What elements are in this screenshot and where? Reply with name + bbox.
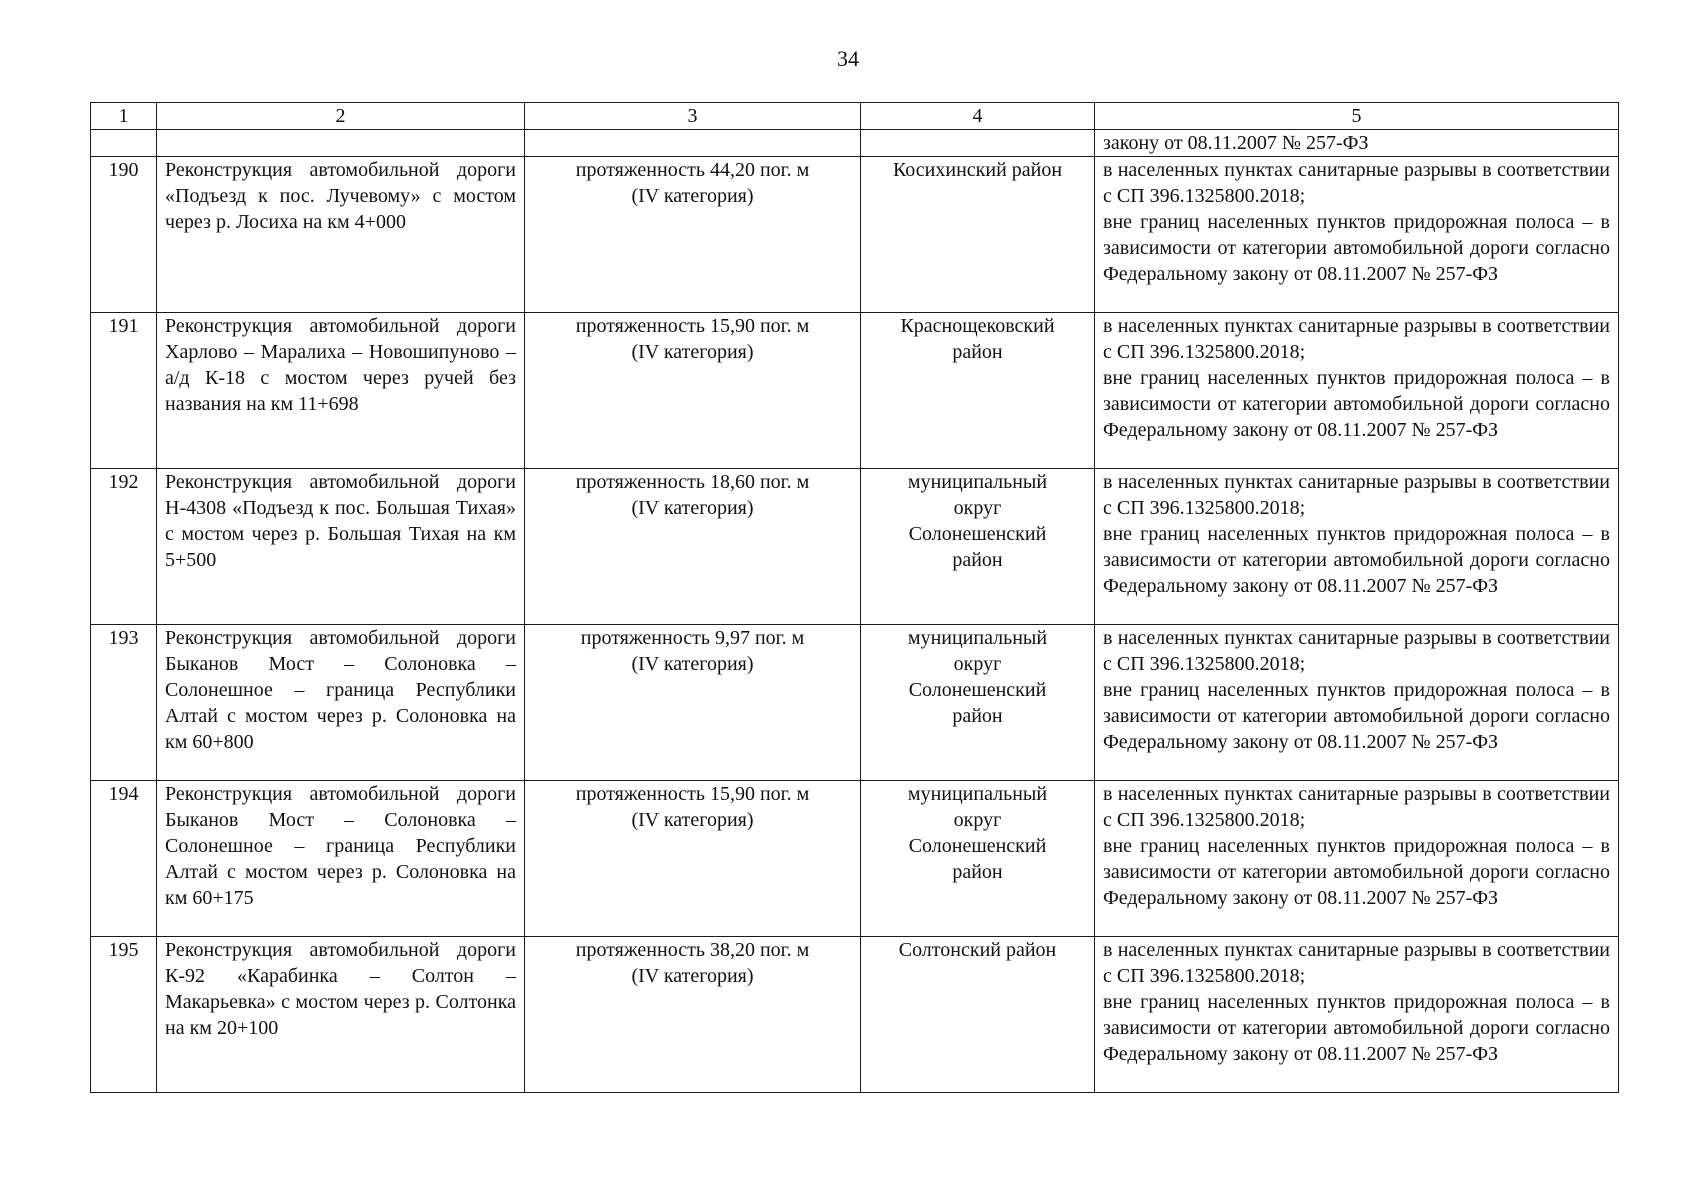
district-line: Косихинский район: [892, 159, 1063, 181]
zone-in-settlements-text: в населенных пунктах санитарные разрывы в соответствии с СП 396.1325800.2018;: [1103, 627, 1610, 675]
length-text: протяженность 18,60 пог. м: [575, 471, 810, 493]
zone-in-settlements-text: в населенных пунктах санитарные разрывы в соответствии с СП 396.1325800.2018;: [1103, 471, 1610, 519]
district-cell: [861, 937, 1095, 1093]
district-line: округ: [953, 809, 1002, 831]
zone-in-settlements-text: в населенных пунктах санитарные разрывы в соответствии с СП 396.1325800.2018;: [1103, 315, 1610, 363]
district-line: округ: [953, 497, 1002, 519]
row-number: 193: [91, 625, 157, 781]
row-number: 190: [91, 157, 157, 313]
length-text: протяженность 9,97 пог. м: [580, 627, 805, 649]
characteristics-cell: [525, 313, 861, 469]
zone-in-settlements-text: в населенных пунктах санитарные разрывы в соответствии с СП 396.1325800.2018;: [1103, 159, 1610, 207]
zone-in-settlements-text: в населенных пунктах санитарные разрывы в соответствии с СП 396.1325800.2018;: [1103, 783, 1610, 831]
continuation-cell-4: [861, 130, 1095, 157]
object-name-cell: Реконструкция автомобильной дороги Харлово – Маралиха – Новошипуново – а/д К-18 с мостом через ручей без названия на км 11+698: [157, 313, 525, 469]
object-name-cell: Реконструкция автомобильной дороги «Подъезд к пос. Лучевому» с мостом через р. Лосиха на км 4+000: [157, 157, 525, 313]
object-name-cell: Реконструкция автомобильной дороги К-92 «Карабинка – Солтон – Макарьевка» с мостом через р. Солтонка на км 20+100: [157, 937, 525, 1093]
header-col-3: 3: [525, 103, 861, 130]
header-col-4: 4: [861, 103, 1095, 130]
zone-cell: [1095, 937, 1619, 1093]
district-line: муниципальный: [907, 783, 1048, 805]
district-cell: [861, 313, 1095, 469]
category-text: (IV категория): [631, 965, 754, 987]
zone-outside-settlements-text: вне границ населенных пунктов придорожная полоса – в зависимости от категории автомобильной дороги согласно Федеральному закону от 08.11.2007 № 257-ФЗ: [1103, 679, 1610, 753]
district-line: Солтонский район: [898, 939, 1057, 961]
object-name-cell: Реконструкция автомобильной дороги Быканов Мост – Солоновка – Солонешное – граница Республики Алтай с мостом через р. Солоновка на км 60+800: [157, 625, 525, 781]
page-number: 34: [837, 46, 859, 71]
category-text: (IV категория): [631, 341, 754, 363]
district-line: район: [952, 705, 1003, 727]
district-line: Солонешенский: [908, 523, 1047, 545]
zone-cell: [1095, 313, 1619, 469]
district-line: округ: [953, 653, 1002, 675]
table-row: [91, 313, 1619, 469]
district-line: муниципальный: [907, 471, 1048, 493]
zone-cell: [1095, 469, 1619, 625]
continuation-cell-3: [525, 130, 861, 157]
continuation-row: [91, 130, 1619, 157]
continuation-cell-5: закону от 08.11.2007 № 257-ФЗ: [1095, 130, 1619, 157]
district-cell: [861, 781, 1095, 937]
category-text: (IV категория): [631, 809, 754, 831]
district-line: Солонешенский: [908, 835, 1047, 857]
zone-outside-settlements-text: вне границ населенных пунктов придорожная полоса – в зависимости от категории автомобильной дороги согласно Федеральному закону от 08.11.2007 № 257-ФЗ: [1103, 367, 1610, 441]
district-cell: [861, 157, 1095, 313]
header-col-5: 5: [1095, 103, 1619, 130]
table-row: [91, 157, 1619, 313]
district-line: Краснощековский: [900, 315, 1055, 337]
category-text: (IV категория): [631, 497, 754, 519]
characteristics-cell: [525, 157, 861, 313]
zone-outside-settlements-text: вне границ населенных пунктов придорожная полоса – в зависимости от категории автомобильной дороги согласно Федеральному закону от 08.11.2007 № 257-ФЗ: [1103, 523, 1610, 597]
district-line: район: [952, 549, 1003, 571]
length-text: протяженность 15,90 пог. м: [575, 315, 810, 337]
table-row: [91, 625, 1619, 781]
district-line: район: [952, 861, 1003, 883]
row-number: 194: [91, 781, 157, 937]
zone-outside-settlements-text: вне границ населенных пунктов придорожная полоса – в зависимости от категории автомобильной дороги согласно Федеральному закону от 08.11.2007 № 257-ФЗ: [1103, 835, 1610, 909]
characteristics-cell: [525, 781, 861, 937]
zone-outside-settlements-text: вне границ населенных пунктов придорожная полоса – в зависимости от категории автомобильной дороги согласно Федеральному закону от 08.11.2007 № 257-ФЗ: [1103, 211, 1610, 285]
zone-in-settlements-text: в населенных пунктах санитарные разрывы в соответствии с СП 396.1325800.2018;: [1103, 939, 1610, 987]
category-text: (IV категория): [631, 185, 754, 207]
characteristics-cell: [525, 469, 861, 625]
district-line: район: [952, 341, 1003, 363]
table-row: [91, 781, 1619, 937]
header-col-1: 1: [91, 103, 157, 130]
zone-cell: [1095, 157, 1619, 313]
header-col-2: 2: [157, 103, 525, 130]
zone-outside-settlements-text: вне границ населенных пунктов придорожная полоса – в зависимости от категории автомобильной дороги согласно Федеральному закону от 08.11.2007 № 257-ФЗ: [1103, 991, 1610, 1065]
row-number: 192: [91, 469, 157, 625]
zone-cell: [1095, 781, 1619, 937]
district-cell: [861, 469, 1095, 625]
zones-table: [90, 102, 1619, 1093]
table-row: [91, 937, 1619, 1093]
table-row: [91, 469, 1619, 625]
characteristics-cell: [525, 937, 861, 1093]
length-text: протяженность 44,20 пог. м: [575, 159, 810, 181]
district-line: муниципальный: [907, 627, 1048, 649]
row-number: 195: [91, 937, 157, 1093]
object-name-cell: Реконструкция автомобильной дороги Быканов Мост – Солоновка – Солонешное – граница Республики Алтай с мостом через р. Солоновка на км 60+175: [157, 781, 525, 937]
table-header-row: [91, 103, 1619, 130]
continuation-cell-1: [91, 130, 157, 157]
characteristics-cell: [525, 625, 861, 781]
row-number: 191: [91, 313, 157, 469]
zone-cell: [1095, 625, 1619, 781]
continuation-cell-2: [157, 130, 525, 157]
category-text: (IV категория): [631, 653, 754, 675]
length-text: протяженность 15,90 пог. м: [575, 783, 810, 805]
district-cell: [861, 625, 1095, 781]
district-line: Солонешенский: [908, 679, 1047, 701]
table-body: [91, 157, 1619, 1093]
object-name-cell: Реконструкция автомобильной дороги Н-4308 «Подъезд к пос. Большая Тихая» с мостом через р. Большая Тихая на км 5+500: [157, 469, 525, 625]
length-text: протяженность 38,20 пог. м: [575, 939, 810, 961]
